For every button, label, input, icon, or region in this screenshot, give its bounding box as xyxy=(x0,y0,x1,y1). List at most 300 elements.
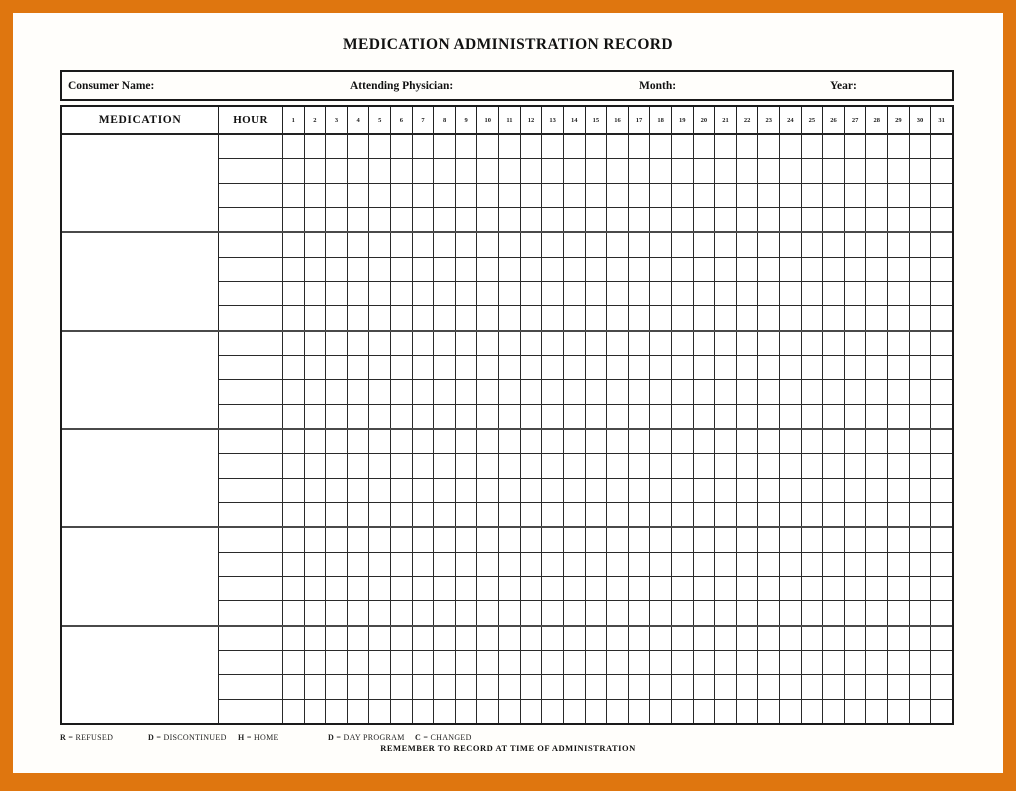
day-grid-cell xyxy=(564,528,586,551)
day-grid-cell xyxy=(283,233,305,256)
day-grid-cell xyxy=(780,479,802,502)
day-grid-cell xyxy=(866,306,888,329)
consumer-name-label: Consumer Name: xyxy=(68,79,155,92)
day-grid-cell xyxy=(823,700,845,723)
day-grid-cell xyxy=(737,601,759,624)
day-grid-cell xyxy=(737,503,759,526)
day-grid-cell xyxy=(542,356,564,379)
day-grid-cell xyxy=(845,601,867,624)
day-grid-cell xyxy=(499,282,521,305)
day-grid-cell xyxy=(715,282,737,305)
day-grid-cell xyxy=(456,651,478,674)
legend-item xyxy=(238,733,279,742)
hour-row xyxy=(219,380,952,404)
day-grid-cell xyxy=(715,233,737,256)
day-grid-cell xyxy=(521,159,543,182)
legend-item xyxy=(328,733,405,742)
day-grid-cell xyxy=(780,380,802,403)
day-grid-cell xyxy=(802,208,824,231)
day-grid-cell xyxy=(715,553,737,576)
day-grid-cell xyxy=(456,503,478,526)
day-grid-cell xyxy=(845,577,867,600)
day-grid-cell xyxy=(780,282,802,305)
day-grid-cell xyxy=(586,651,608,674)
day-grid-cell xyxy=(456,601,478,624)
day-grid-cell xyxy=(477,577,499,600)
day-grid-cell xyxy=(521,356,543,379)
day-header-cell: 8 xyxy=(434,107,456,133)
day-grid-cell xyxy=(369,405,391,428)
medication-cell xyxy=(62,528,219,624)
day-grid-cell xyxy=(586,627,608,650)
day-grid-cell xyxy=(456,233,478,256)
day-grid-cell xyxy=(737,159,759,182)
day-grid-cell xyxy=(823,528,845,551)
legend-label: = DISCONTINUED xyxy=(154,733,227,742)
day-header-cell: 1 xyxy=(283,107,305,133)
day-grid-cell xyxy=(758,233,780,256)
day-grid-cell xyxy=(823,380,845,403)
day-grid-cell xyxy=(866,627,888,650)
day-grid-cell xyxy=(845,503,867,526)
day-grid-cell xyxy=(758,553,780,576)
day-grid-cell xyxy=(802,601,824,624)
day-grid-cell xyxy=(629,651,651,674)
day-grid-cell xyxy=(866,553,888,576)
day-grid-cell xyxy=(650,675,672,698)
legend-item xyxy=(415,733,472,742)
day-grid-cell xyxy=(910,454,932,477)
day-grid-cell xyxy=(413,601,435,624)
day-header-cell: 11 xyxy=(499,107,521,133)
day-grid-cell xyxy=(672,577,694,600)
day-grid-cell xyxy=(672,700,694,723)
day-grid-cell xyxy=(672,356,694,379)
day-header-cell: 7 xyxy=(413,107,435,133)
day-grid-cell xyxy=(672,479,694,502)
day-grid-cell xyxy=(456,159,478,182)
day-grid-cell xyxy=(823,627,845,650)
day-grid-cell xyxy=(369,184,391,207)
legend-key: H xyxy=(238,733,245,742)
day-grid-cell xyxy=(434,430,456,453)
day-grid-cell xyxy=(542,627,564,650)
day-grid-cell xyxy=(283,135,305,158)
day-grid-cell xyxy=(931,503,952,526)
day-grid-cell xyxy=(866,479,888,502)
day-grid-cell xyxy=(672,282,694,305)
day-grid-cell xyxy=(521,479,543,502)
day-grid-cell xyxy=(434,159,456,182)
day-grid-cell xyxy=(434,208,456,231)
day-grid-cell xyxy=(845,651,867,674)
day-grid-cell xyxy=(564,135,586,158)
day-grid-cell xyxy=(413,430,435,453)
day-grid-cell xyxy=(802,528,824,551)
day-grid-cell xyxy=(305,651,327,674)
day-grid-cell xyxy=(413,356,435,379)
day-grid-cell xyxy=(845,233,867,256)
day-grid-cell xyxy=(694,356,716,379)
day-header-cell: 23 xyxy=(758,107,780,133)
day-grid-cell xyxy=(715,258,737,281)
day-grid-cell xyxy=(391,282,413,305)
day-grid-cell xyxy=(715,332,737,355)
hour-row xyxy=(219,553,952,577)
day-grid-cell xyxy=(586,282,608,305)
day-grid-cell xyxy=(564,454,586,477)
day-grid-cell xyxy=(845,258,867,281)
day-grid-cell xyxy=(305,356,327,379)
day-grid-cell xyxy=(499,159,521,182)
day-grid-cell xyxy=(305,627,327,650)
day-grid-cell xyxy=(910,627,932,650)
hour-row xyxy=(219,601,952,624)
day-grid-cell xyxy=(737,577,759,600)
day-grid-cell xyxy=(650,430,672,453)
day-grid-cell xyxy=(845,184,867,207)
day-grid-cell xyxy=(650,454,672,477)
day-grid-cell xyxy=(823,282,845,305)
day-grid-cell xyxy=(931,553,952,576)
day-grid-cell xyxy=(931,627,952,650)
hour-rows xyxy=(219,528,952,624)
day-grid-cell xyxy=(456,184,478,207)
day-grid-cell xyxy=(434,282,456,305)
day-grid-cell xyxy=(305,332,327,355)
day-header-cell: 3 xyxy=(326,107,348,133)
day-grid-cell xyxy=(758,184,780,207)
day-grid-cell xyxy=(348,159,370,182)
hour-cell xyxy=(219,208,283,231)
day-grid-cell xyxy=(607,184,629,207)
day-grid-cell xyxy=(866,282,888,305)
day-grid-cell xyxy=(802,627,824,650)
day-grid-cell xyxy=(326,479,348,502)
hour-rows xyxy=(219,332,952,428)
day-grid-cell xyxy=(694,700,716,723)
day-grid-cell xyxy=(802,184,824,207)
day-grid-cell xyxy=(758,700,780,723)
day-grid-cell xyxy=(780,208,802,231)
day-grid-cell xyxy=(391,208,413,231)
day-grid-cell xyxy=(477,159,499,182)
day-grid-cell xyxy=(586,356,608,379)
day-grid-cell xyxy=(283,430,305,453)
day-grid-cell xyxy=(845,405,867,428)
day-grid-cell xyxy=(391,627,413,650)
day-grid-cell xyxy=(542,184,564,207)
day-grid-cell xyxy=(434,233,456,256)
day-grid-cell xyxy=(413,184,435,207)
day-grid-cell xyxy=(607,208,629,231)
day-grid-cell xyxy=(737,282,759,305)
day-grid-cell xyxy=(586,306,608,329)
day-header-cell: 4 xyxy=(348,107,370,133)
day-grid-cell xyxy=(607,233,629,256)
day-grid-cell xyxy=(888,306,910,329)
day-grid-cell xyxy=(456,553,478,576)
day-grid-cell xyxy=(391,454,413,477)
day-grid-cell xyxy=(499,233,521,256)
day-grid-cell xyxy=(369,601,391,624)
day-grid-cell xyxy=(586,332,608,355)
day-grid-cell xyxy=(413,479,435,502)
day-grid-cell xyxy=(499,454,521,477)
day-grid-cell xyxy=(802,159,824,182)
day-grid-cell xyxy=(434,479,456,502)
day-grid-cell xyxy=(910,405,932,428)
day-grid-cell xyxy=(305,208,327,231)
day-grid-cell xyxy=(866,184,888,207)
legend-key: D xyxy=(328,733,335,742)
day-grid-cell xyxy=(586,430,608,453)
day-grid-cell xyxy=(305,700,327,723)
day-grid-cell xyxy=(521,627,543,650)
day-header-cell: 16 xyxy=(607,107,629,133)
hour-cell xyxy=(219,577,283,600)
hour-cell xyxy=(219,184,283,207)
day-grid-cell xyxy=(823,356,845,379)
day-grid-cell xyxy=(866,233,888,256)
day-grid-cell xyxy=(758,503,780,526)
legend-label: = HOME xyxy=(244,733,279,742)
day-grid-cell xyxy=(823,430,845,453)
day-grid-cell xyxy=(737,184,759,207)
legend-item xyxy=(60,733,113,742)
day-grid-cell xyxy=(910,503,932,526)
legend-label: = REFUSED xyxy=(66,733,114,742)
day-header-cell: 31 xyxy=(938,116,945,124)
day-grid-cell xyxy=(694,601,716,624)
day-grid-cell xyxy=(283,306,305,329)
day-grid-cell xyxy=(823,258,845,281)
day-grid-cell xyxy=(413,282,435,305)
day-grid-cell xyxy=(283,528,305,551)
day-grid-cell xyxy=(521,405,543,428)
day-grid-cell xyxy=(542,577,564,600)
day-grid-cell xyxy=(607,577,629,600)
day-grid-cell xyxy=(326,332,348,355)
day-grid-cell xyxy=(369,479,391,502)
day-grid-cell xyxy=(521,503,543,526)
day-grid-cell xyxy=(629,405,651,428)
day-grid-cell xyxy=(456,430,478,453)
day-grid-cell xyxy=(326,258,348,281)
day-grid-cell xyxy=(283,159,305,182)
day-grid-cell xyxy=(780,356,802,379)
day-grid-cell xyxy=(391,405,413,428)
day-grid-cell xyxy=(499,184,521,207)
day-grid-cell xyxy=(607,282,629,305)
day-grid-cell xyxy=(780,233,802,256)
hour-rows xyxy=(219,233,952,329)
day-grid-cell xyxy=(434,405,456,428)
day-grid-cell xyxy=(564,553,586,576)
day-grid-cell xyxy=(888,577,910,600)
day-grid-cell xyxy=(823,332,845,355)
day-grid-cell xyxy=(823,159,845,182)
day-grid-cell xyxy=(542,651,564,674)
day-grid-cell xyxy=(564,282,586,305)
day-grid-cell xyxy=(715,356,737,379)
day-grid-cell xyxy=(845,306,867,329)
day-grid-cell xyxy=(326,430,348,453)
day-grid-cell xyxy=(650,700,672,723)
day-grid-cell xyxy=(802,332,824,355)
day-grid-cell xyxy=(477,700,499,723)
day-grid-cell xyxy=(823,135,845,158)
day-grid-cell xyxy=(499,700,521,723)
day-grid-cell xyxy=(694,380,716,403)
day-grid-cell xyxy=(931,380,952,403)
day-grid-cell xyxy=(931,184,952,207)
day-grid-cell xyxy=(542,332,564,355)
day-grid-cell xyxy=(758,159,780,182)
day-grid-cell xyxy=(910,208,932,231)
day-grid-cell xyxy=(694,135,716,158)
day-grid-cell xyxy=(413,306,435,329)
day-grid-cell xyxy=(931,528,952,551)
day-grid-cell xyxy=(802,380,824,403)
day-grid-cell xyxy=(413,553,435,576)
day-grid-cell xyxy=(499,651,521,674)
day-grid-cell xyxy=(477,601,499,624)
day-grid-cell xyxy=(305,675,327,698)
day-grid-cell xyxy=(931,258,952,281)
day-grid-cell xyxy=(629,627,651,650)
day-grid-cell xyxy=(672,184,694,207)
day-grid-cell xyxy=(715,430,737,453)
day-grid-cell xyxy=(737,675,759,698)
day-grid-cell xyxy=(521,651,543,674)
day-grid-cell xyxy=(629,577,651,600)
day-grid-cell xyxy=(715,700,737,723)
day-grid-cell xyxy=(629,306,651,329)
day-grid-cell xyxy=(823,306,845,329)
day-grid-cell xyxy=(737,627,759,650)
day-grid-cell xyxy=(672,601,694,624)
day-grid-cell xyxy=(629,380,651,403)
day-grid-cell xyxy=(564,601,586,624)
day-grid-cell xyxy=(758,651,780,674)
day-grid-cell xyxy=(391,651,413,674)
day-grid-cell xyxy=(715,454,737,477)
day-grid-cell xyxy=(888,356,910,379)
day-grid-cell xyxy=(326,627,348,650)
day-grid-cell xyxy=(650,651,672,674)
table-body xyxy=(62,135,952,723)
day-grid-cell xyxy=(413,700,435,723)
day-grid-cell xyxy=(629,430,651,453)
hour-cell xyxy=(219,135,283,158)
day-grid-cell xyxy=(758,528,780,551)
day-grid-cell xyxy=(650,553,672,576)
day-grid-cell xyxy=(823,553,845,576)
day-grid-cell xyxy=(910,380,932,403)
day-grid-cell xyxy=(521,306,543,329)
day-grid-cell xyxy=(694,233,716,256)
day-grid-cell xyxy=(521,258,543,281)
day-grid-cell xyxy=(888,135,910,158)
day-grid-cell xyxy=(780,135,802,158)
day-grid-cell xyxy=(369,356,391,379)
day-grid-cell xyxy=(586,405,608,428)
hour-cell xyxy=(219,700,283,723)
day-grid-cell xyxy=(650,233,672,256)
day-grid-cell xyxy=(542,503,564,526)
day-grid-cell xyxy=(542,306,564,329)
day-grid-cell xyxy=(499,675,521,698)
day-grid-cell xyxy=(910,356,932,379)
day-grid-cell xyxy=(564,356,586,379)
day-grid-cell xyxy=(391,135,413,158)
day-grid-cell xyxy=(305,135,327,158)
day-grid-cell xyxy=(866,356,888,379)
day-grid-cell xyxy=(823,405,845,428)
day-grid-cell xyxy=(758,577,780,600)
day-grid-cell xyxy=(845,159,867,182)
day-grid-cell xyxy=(802,675,824,698)
day-grid-cell xyxy=(499,332,521,355)
hour-row xyxy=(219,356,952,380)
day-grid-cell xyxy=(845,332,867,355)
day-grid-cell xyxy=(413,577,435,600)
day-grid-cell xyxy=(477,627,499,650)
day-grid-cell xyxy=(931,135,952,158)
day-grid-cell xyxy=(672,159,694,182)
day-grid-cell xyxy=(542,675,564,698)
day-grid-cell xyxy=(780,258,802,281)
day-header-cell: 15 xyxy=(586,107,608,133)
day-grid-cell xyxy=(672,306,694,329)
day-grid-cell xyxy=(413,135,435,158)
day-grid-cell xyxy=(348,430,370,453)
day-grid-cell xyxy=(737,306,759,329)
hour-column-header: HOUR xyxy=(219,107,283,133)
day-grid-cell xyxy=(326,184,348,207)
day-grid-cell xyxy=(931,282,952,305)
day-grid-cell xyxy=(477,430,499,453)
day-grid-cell xyxy=(780,700,802,723)
day-grid-cell xyxy=(694,553,716,576)
day-grid-cell xyxy=(283,380,305,403)
day-grid-cell xyxy=(283,553,305,576)
hour-cell xyxy=(219,159,283,182)
day-grid-cell xyxy=(477,233,499,256)
day-grid-cell xyxy=(802,135,824,158)
day-grid-cell xyxy=(629,700,651,723)
day-grid-cell xyxy=(326,380,348,403)
day-grid-cell xyxy=(607,627,629,650)
day-grid-cell xyxy=(283,184,305,207)
hour-cell xyxy=(219,528,283,551)
day-grid-cell xyxy=(694,258,716,281)
hour-row xyxy=(219,208,952,231)
day-grid-cell xyxy=(586,577,608,600)
day-grid-cell xyxy=(348,503,370,526)
day-grid-cell xyxy=(866,528,888,551)
day-grid-cell xyxy=(931,332,952,355)
day-grid-cell xyxy=(910,553,932,576)
day-grid-cell xyxy=(694,503,716,526)
day-grid-cell xyxy=(823,651,845,674)
day-grid-cell xyxy=(434,258,456,281)
day-grid-cell xyxy=(586,454,608,477)
day-grid-cell xyxy=(434,577,456,600)
day-grid-cell xyxy=(845,135,867,158)
day-grid-cell xyxy=(931,577,952,600)
